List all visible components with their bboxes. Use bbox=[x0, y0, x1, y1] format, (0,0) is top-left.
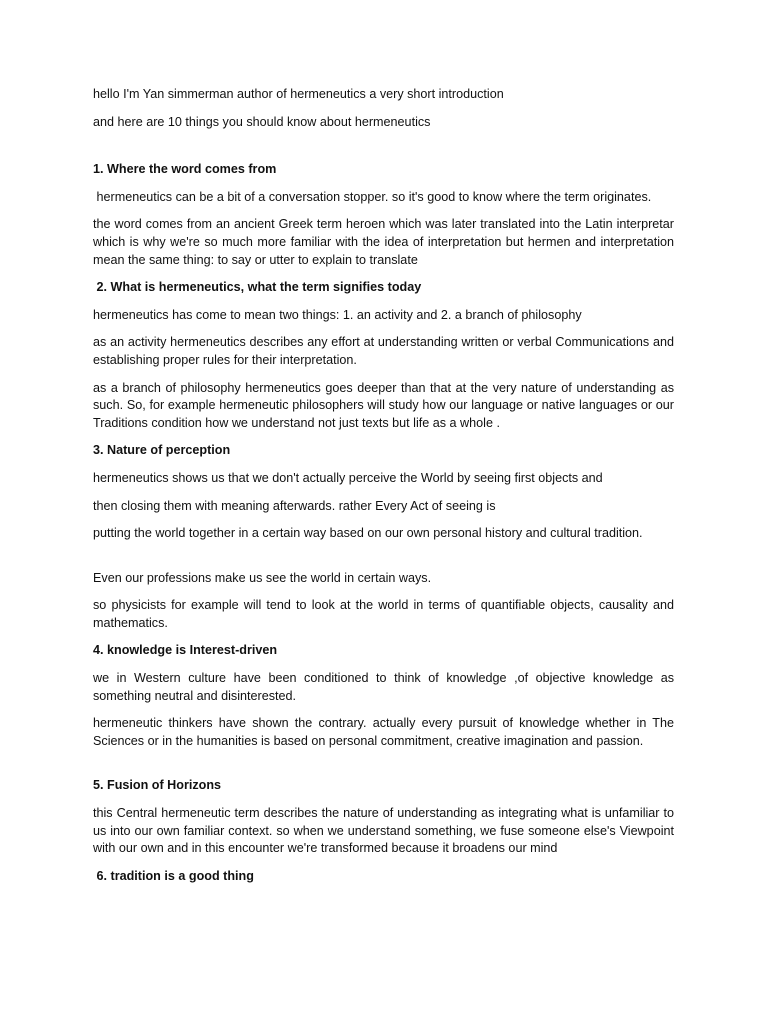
paragraph: hermeneutics shows us that we don't actually perceive the World by seeing first objects and bbox=[93, 470, 603, 485]
paragraph: putting the world together in a certain way based on our own personal history and cultural tradition. bbox=[93, 526, 643, 541]
section-heading: 5. Fusion of Horizons bbox=[93, 778, 222, 793]
paragraph: as an activity hermeneutics describes any effort at understanding written or verbal Communications and establishing proper rules for their interpretation. bbox=[93, 335, 674, 367]
paragraph: the word comes from an ancient Greek term heroen which was later translated into the Latin interpretar which is why we're so much more familiar with the idea of interpretation but hermen and interpretation mean the same thing: to say or utter to explain to translate bbox=[93, 217, 674, 267]
intro-line: and here are 10 things you should know about hermeneutics bbox=[93, 114, 431, 129]
paragraph: hermeneutics has come to mean two things: 1. an activity and 2. a branch of philosophy bbox=[93, 307, 582, 322]
section-heading: 2. What is hermeneutics, what the term signifies today bbox=[93, 280, 422, 295]
paragraph: Even our professions make us see the world in certain ways. bbox=[93, 570, 432, 585]
paragraph: we in Western culture have been conditioned to think of knowledge ,of objective knowledge as something neutral and disinterested. bbox=[93, 671, 674, 703]
spacer bbox=[93, 141, 674, 161]
section-heading: 1. Where the word comes from bbox=[93, 162, 277, 177]
section-heading: 6. tradition is a good thing bbox=[93, 868, 254, 883]
intro-line: hello I'm Yan simmerman author of hermeneutics a very short introduction bbox=[93, 87, 504, 101]
section-heading: 3. Nature of perception bbox=[93, 443, 231, 458]
paragraph: so physicists for example will tend to look at the world in terms of quantifiable objects, causality and mathematics. bbox=[93, 598, 674, 630]
paragraph: then closing them with meaning afterwards. rather Every Act of seeing is bbox=[93, 498, 496, 513]
document-body bbox=[93, 86, 674, 895]
paragraph: hermeneutic thinkers have shown the contrary. actually every pursuit of knowledge whether in The Sciences or in the humanities is based on personal commitment, creative imagination and passion. bbox=[93, 716, 674, 748]
paragraph: this Central hermeneutic term describes the nature of understanding as integrating what is unfamiliar to us into our own familiar context. so when we understand something, we fuse someone else's Viewpoint with our own and in this encounter we're transformed because it broadens our mind bbox=[93, 806, 674, 856]
paragraph: hermeneutics can be a bit of a conversation stopper. so it's good to know where the term originates. bbox=[93, 189, 652, 204]
spacer bbox=[93, 760, 674, 777]
spacer bbox=[93, 553, 674, 570]
section-heading: 4. knowledge is Interest-driven bbox=[93, 643, 278, 658]
paragraph: as a branch of philosophy hermeneutics goes deeper than that at the very nature of understanding as such. So, for example hermeneutic philosophers will study how our language or native languages or our Traditions condition how we understand not just texts but life as a whole . bbox=[93, 380, 674, 430]
